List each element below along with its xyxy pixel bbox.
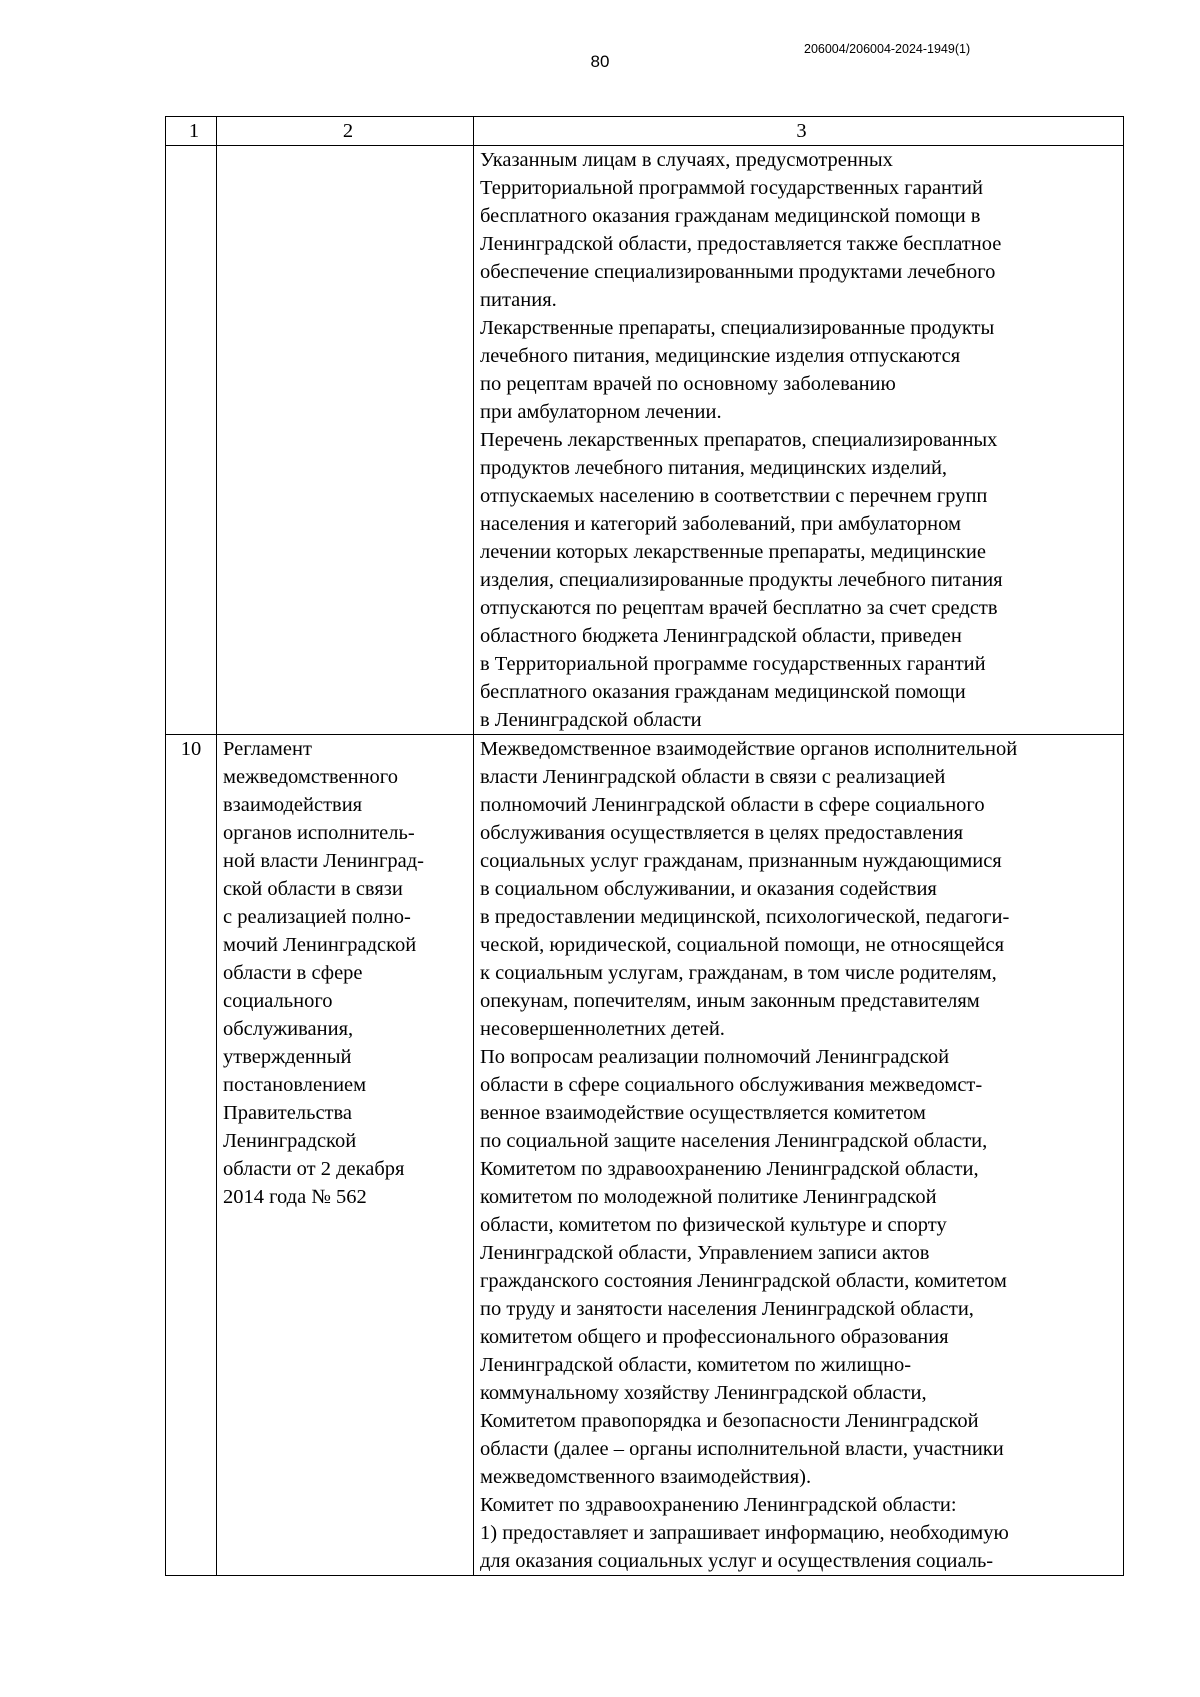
row-number-cell	[166, 146, 217, 735]
content-text-line: питания.	[480, 289, 557, 311]
header-cell-1: 1	[166, 117, 217, 146]
content-text-line: Территориальной программой государственных гарантий	[480, 177, 983, 199]
content-text-line: Перечень лекарственных препаратов, специализированных	[480, 429, 998, 451]
name-text-line: взаимодействия	[223, 794, 363, 816]
name-text-line: области от 2 декабря	[223, 1158, 405, 1180]
regulation-name-cell	[217, 735, 474, 1576]
table-header-row	[166, 117, 1124, 146]
name-text-line: ной власти Ленинград-	[223, 850, 424, 872]
regulation-content-cell	[474, 735, 1124, 1576]
content-text-line: бесплатного оказания гражданам медицинской помощи	[480, 681, 966, 703]
page-number: 80	[590, 52, 610, 71]
content-text-line: ческой, юридической, социальной помощи, не относящейся	[480, 934, 1005, 956]
content-text-line: По вопросам реализации полномочий Ленинградской	[480, 1046, 950, 1068]
content-text-line: при амбулаторном лечении.	[480, 401, 722, 423]
regulation-content-cell	[474, 146, 1124, 735]
content-text-line: Лекарственные препараты, специализированные продукты	[480, 317, 995, 339]
content-text-line: продуктов лечебного питания, медицинских изделий,	[480, 457, 948, 479]
content-text-line: комитетом общего и профессионального образования	[480, 1326, 949, 1348]
content-text-line: опекунам, попечителям, иным законным представителям	[480, 990, 980, 1012]
content-text-line: несовершеннолетних детей.	[480, 1018, 725, 1040]
content-text-line: Комитет по здравоохранению Ленинградской области:	[480, 1494, 957, 1516]
content-text-line: венное взаимодействие осуществляется комитетом	[480, 1102, 926, 1124]
name-text-line: постановлением	[223, 1074, 367, 1096]
content-text-line: бесплатного оказания гражданам медицинской помощи в	[480, 205, 981, 227]
name-text-line: утвержденный	[223, 1046, 352, 1068]
content-text-line: лечении которых лекарственные препараты, медицинские	[480, 541, 986, 563]
header-cell-3: 3	[474, 117, 1124, 146]
content-text-line: обеспечение специализированными продуктами лечебного	[480, 261, 996, 283]
content-text-line: Комитетом правопорядка и безопасности Ленинградской	[480, 1410, 979, 1432]
content-text-line: в Территориальной программе государственных гарантий	[480, 653, 986, 675]
name-text-line: с реализацией полно-	[223, 906, 411, 928]
content-text-line: в Ленинградской области	[480, 709, 702, 731]
name-text-line: Ленинградской	[223, 1130, 357, 1152]
name-text-line: Регламент	[223, 738, 312, 760]
content-text-line: отпускаются по рецептам врачей бесплатно за счет средств	[480, 597, 998, 619]
name-text-line: области в сфере	[223, 962, 363, 984]
document-id: 206004/206004-2024-1949(1)	[804, 42, 971, 56]
content-text-line: области, комитетом по физической культуре и спорту	[480, 1214, 947, 1236]
content-text-line: по труду и занятости населения Ленинградской области,	[480, 1298, 974, 1320]
content-text-line: полномочий Ленинградской области в сфере социального	[480, 794, 985, 816]
content-text-line: Ленинградской области, комитетом по жилищно-	[480, 1354, 912, 1376]
name-text-line: социального	[223, 990, 333, 1012]
content-text-line: к социальным услугам, гражданам, в том числе родителям,	[480, 962, 997, 984]
content-text-line: области в сфере социального обслуживания межведомст-	[480, 1074, 983, 1096]
content-text-line: коммунальному хозяйству Ленинградской области,	[480, 1382, 927, 1404]
content-text-line: для оказания социальных услуг и осуществления социаль-	[480, 1550, 994, 1572]
name-text-line: 2014 года № 562	[223, 1186, 367, 1208]
content-text-line: отпускаемых населению в соответствии с перечнем групп	[480, 485, 988, 507]
name-text-line: межведомственного	[223, 766, 398, 788]
content-text-line: областного бюджета Ленинградской области, приведен	[480, 625, 962, 647]
content-text-line: Ленинградской области, Управлением записи актов	[480, 1242, 930, 1264]
content-text-line: лечебного питания, медицинские изделия отпускаются	[480, 345, 961, 367]
content-text-line: комитетом по молодежной политике Ленинградской	[480, 1186, 937, 1208]
table-row-continuation	[166, 146, 1124, 735]
content-text-line: по социальной защите населения Ленинградской области,	[480, 1130, 988, 1152]
content-text-line: изделия, специализированные продукты лечебного питания	[480, 569, 1003, 591]
header-cell-2: 2	[217, 117, 474, 146]
content-text-line: социальных услуг гражданам, признанным нуждающимися	[480, 850, 1002, 872]
name-text-line: органов исполнитель-	[223, 822, 415, 844]
regulation-name-cell	[217, 146, 474, 735]
content-text-line: Комитетом по здравоохранению Ленинградской области,	[480, 1158, 979, 1180]
content-text-line: межведомственного взаимодействия).	[480, 1466, 812, 1488]
table-row-10	[166, 735, 1124, 1576]
name-text-line: мочий Ленинградской	[223, 934, 417, 956]
content-text-line: в предоставлении медицинской, психологической, педагоги-	[480, 906, 1010, 928]
name-text-line: ской области в связи	[223, 878, 403, 900]
name-text-line: Правительства	[223, 1102, 353, 1124]
content-text-line: 1) предоставляет и запрашивает информацию, необходимую	[480, 1522, 1009, 1544]
name-text-line: обслуживания,	[223, 1018, 354, 1040]
content-text-line: обслуживания осуществляется в целях предоставления	[480, 822, 964, 844]
content-text-line: Ленинградской области, предоставляется также бесплатное	[480, 233, 1002, 255]
row-number-cell: 10	[166, 735, 217, 1576]
content-text-line: населения и категорий заболеваний, при амбулаторном	[480, 513, 961, 535]
content-text-line: Межведомственное взаимодействие органов исполнительной	[480, 738, 1018, 760]
content-text-line: гражданского состояния Ленинградской области, комитетом	[480, 1270, 1007, 1292]
content-text-line: в социальном обслуживании, и оказания содействия	[480, 878, 937, 900]
content-text-line: власти Ленинградской области в связи с реализацией	[480, 766, 946, 788]
content-text-line: по рецептам врачей по основному заболеванию	[480, 373, 896, 395]
content-text-line: области (далее – органы исполнительной власти, участники	[480, 1438, 1004, 1460]
regulation-table	[165, 116, 1124, 1576]
content-text-line: Указанным лицам в случаях, предусмотренных	[480, 149, 893, 171]
